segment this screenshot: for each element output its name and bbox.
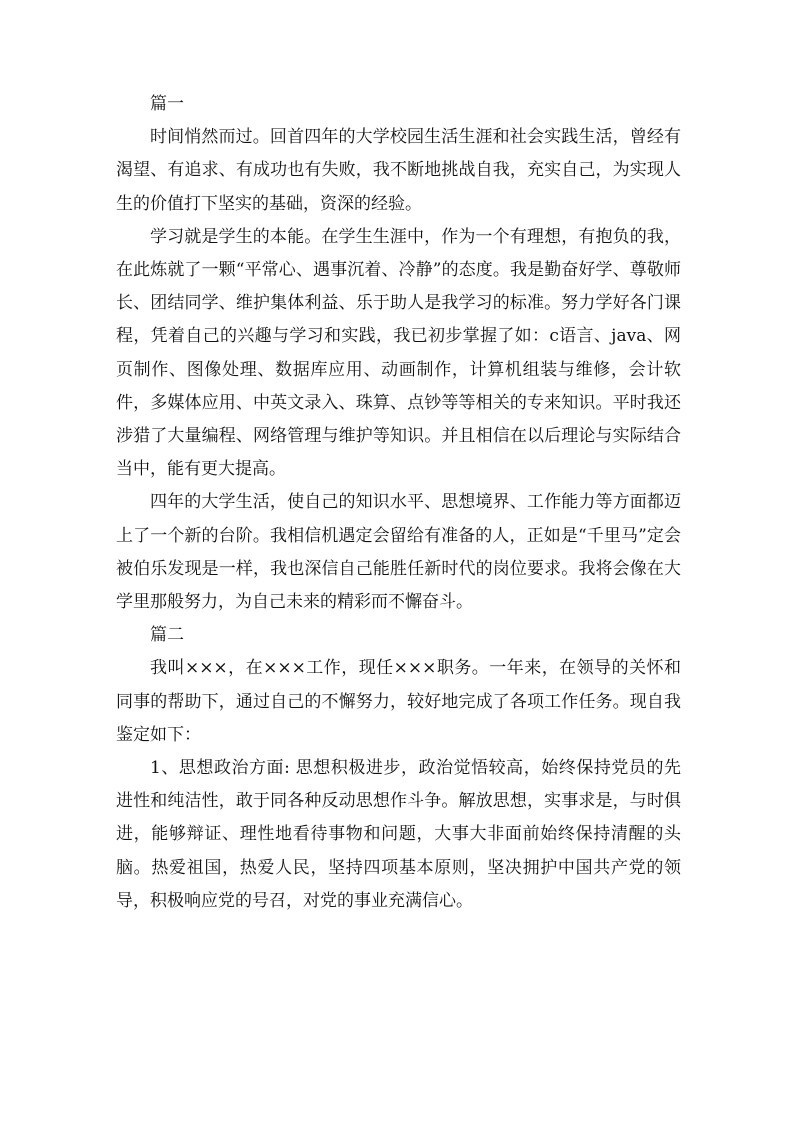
section-heading: 篇二 xyxy=(150,625,184,646)
document-page xyxy=(116,88,681,918)
paragraph: 1、思想政治方面: 思想积极进步，政治觉悟较高，始终保持党员的先进性和纯洁性，敢于同各种反动思想作斗争。解放思想，实事求是，与时俱进，能够辩证、理性地看待事物和问题，大事大非面前始终保持清醒的头脑。热爱祖国，热爱人民，坚持四项基本原则，坚决拥护中国共产党的领导，积极响应党的号召，对党的事业充满信心。 xyxy=(116,758,681,911)
paragraph: 四年的大学生活，使自己的知识水平、思想境界、工作能力等方面都迈上了一个新的台阶。我相信机遇定会留给有准备的人，正如是“千里马”定会被伯乐发现是一样，我也深信自己能胜任新时代的岗位要求。我将会像在大学里那般努力，为自己未来的精彩而不懈奋斗。 xyxy=(116,492,681,613)
section-heading: 篇一 xyxy=(150,94,184,114)
section-2 xyxy=(116,619,681,918)
paragraph: 学习就是学生的本能。在学生生涯中，作为一个有理想，有抱负的我，在此炼就了一颗“平常心、遇事沉着、冷静”的态度。我是勤奋好学、尊敬师长、团结同学、维护集体利益、乐于助人是我学习的标准。努力学好各门课程，凭着自己的兴趣与学习和实践，我已初步掌握了如：c语言、java、网页制作、图像处理、数据库应用、动画制作，计算机组装与维修，会计软件，多媒体应用、中英文录入、珠算、点钞等等相关的专来知识。平时我还涉猎了大量编程、网络管理与维护等知识。并且相信在以后理论与实际结合当中，能有更大提高。 xyxy=(116,226,681,480)
section-1 xyxy=(116,88,681,619)
paragraph: 时间悄然而过。回首四年的大学校园生活生涯和社会实践生活，曾经有渴望、有追求、有成功也有失败，我不断地挑战自我，充实自己，为实现人生的价值打下坚实的基础，资深的经验。 xyxy=(116,127,681,214)
paragraph: 我叫×××，在×××工作，现任×××职务。一年来，在领导的关怀和同事的帮助下，通过自己的不懈努力，较好地完成了各项工作任务。现自我鉴定如下： xyxy=(116,658,681,745)
